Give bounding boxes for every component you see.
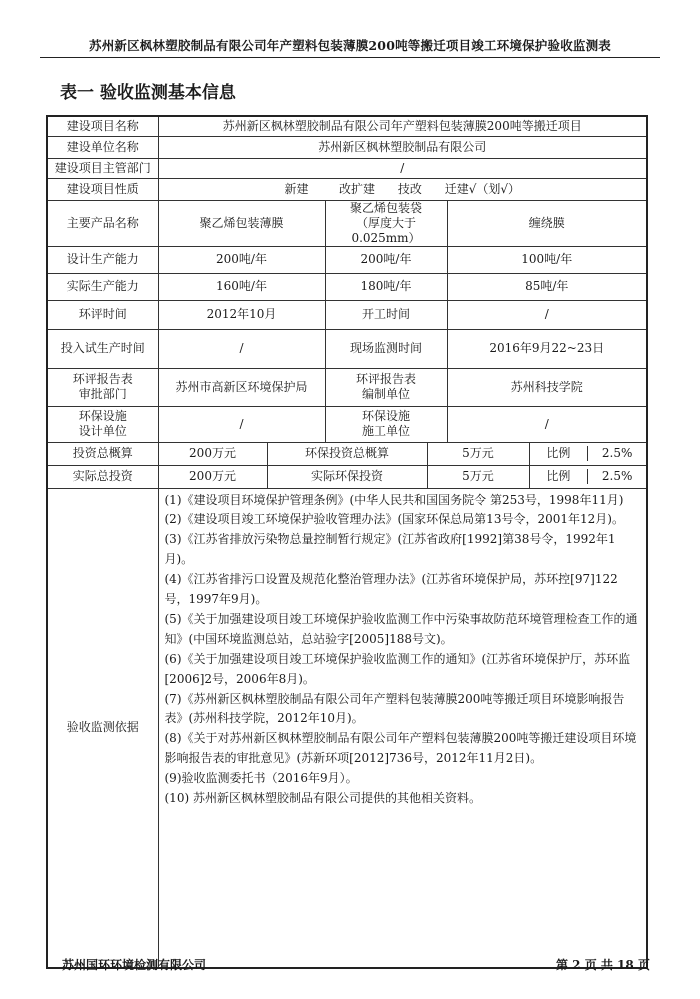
budget-ratio-cell bbox=[529, 442, 647, 465]
footer-page-number: 第 2 页 共 18 页 bbox=[556, 958, 650, 972]
facility-build-label bbox=[325, 406, 447, 442]
actual-ratio-value: 2.5% bbox=[601, 469, 633, 483]
header-divider bbox=[40, 57, 660, 58]
authority-label: 建设项目主管部门 bbox=[47, 158, 158, 178]
project-name-label: 建设项目名称 bbox=[47, 116, 158, 136]
basis-item: (2)《建设项目竣工环境保护验收管理办法》(国家环保总局第13号令，2001年12月)。 bbox=[164, 512, 624, 527]
basis-item: (9)验收监测委托书（2016年9月）。 bbox=[164, 771, 358, 786]
actual-capacity-label: 实际生产能力 bbox=[47, 273, 158, 300]
invest-budget-value: 200万元 bbox=[158, 442, 267, 465]
env-invest-actual-label: 实际环保投资 bbox=[267, 465, 427, 488]
eia-time-label: 环评时间 bbox=[47, 300, 158, 329]
table-row bbox=[47, 273, 647, 300]
basic-info-table bbox=[46, 115, 648, 969]
eia-compiler-label-line1: 环评报告表 bbox=[355, 372, 416, 386]
design-capacity-3: 100吨/年 bbox=[447, 246, 647, 273]
table-row bbox=[47, 178, 647, 200]
basis-item: (5)《关于加强建设项目竣工环境保护验收监测工作中污染事故防范环境管理检查工作的通知》(中国环境监测总站，总站验字[2005]188号文)。 bbox=[164, 611, 638, 646]
eia-approval-label bbox=[47, 368, 158, 406]
nature-label: 建设项目性质 bbox=[47, 178, 158, 200]
basis-item: (1)《建设项目环境保护管理条例》(中华人民共和国国务院令 第253号，1998年11月) bbox=[164, 492, 624, 507]
products-label: 主要产品名称 bbox=[47, 200, 158, 246]
basis-item: (3)《江苏省排放污染物总量控制暂行规定》(江苏省政府[1992]第38号令，1992年1月)。 bbox=[164, 532, 616, 567]
budget-ratio-label: 比例 bbox=[530, 446, 589, 461]
table-row bbox=[47, 442, 647, 465]
design-capacity-1: 200吨/年 bbox=[158, 246, 325, 273]
actual-capacity-2: 180吨/年 bbox=[325, 273, 447, 300]
facility-design-label bbox=[47, 406, 158, 442]
actual-ratio-label: 比例 bbox=[530, 469, 589, 484]
nature-value: 新建 改扩建 技改 迁建√（划√） bbox=[158, 178, 647, 200]
unit-name-label: 建设单位名称 bbox=[47, 136, 158, 158]
eia-approval-label-line1: 环评报告表 bbox=[72, 372, 133, 386]
monitor-time-value: 2016年9月22~23日 bbox=[447, 329, 647, 368]
table-row bbox=[47, 368, 647, 406]
eia-approval-value: 苏州市高新区环境保护局 bbox=[158, 368, 325, 406]
invest-actual-value: 200万元 bbox=[158, 465, 267, 488]
actual-capacity-1: 160吨/年 bbox=[158, 273, 325, 300]
facility-build-label-line1: 环保设施 bbox=[361, 409, 410, 423]
product-2-name: 聚乙烯包装袋 bbox=[349, 200, 422, 215]
basis-item: (10) 苏州新区枫林塑胶制品有限公司提供的其他相关资料。 bbox=[164, 791, 481, 806]
basis-item: (4)《江苏省排污口设置及规范化整治管理办法》(江苏省环境保护局，苏环控[97]122号，1997年9月)。 bbox=[164, 572, 618, 607]
trial-time-label: 投入试生产时间 bbox=[47, 329, 158, 368]
product-3: 缠绕膜 bbox=[447, 200, 647, 246]
eia-compiler-value: 苏州科技学院 bbox=[447, 368, 647, 406]
invest-actual-label: 实际总投资 bbox=[47, 465, 158, 488]
product-2 bbox=[325, 200, 447, 246]
basis-list bbox=[158, 488, 647, 968]
table-row bbox=[47, 246, 647, 273]
env-invest-actual-value: 5万元 bbox=[427, 465, 529, 488]
table-row bbox=[47, 116, 647, 136]
table-row bbox=[47, 200, 647, 246]
section-title: 表一 验收监测基本信息 bbox=[60, 83, 236, 103]
project-name-value: 苏州新区枫林塑胶制品有限公司年产塑料包装薄膜200吨等搬迁项目 bbox=[158, 116, 647, 136]
trial-time-value: / bbox=[158, 329, 325, 368]
facility-design-label-line2: 设计单位 bbox=[78, 424, 127, 438]
footer-company: 苏州国环环境检测有限公司 bbox=[62, 958, 207, 972]
design-capacity-2: 200吨/年 bbox=[325, 246, 447, 273]
eia-approval-label-line2: 审批部门 bbox=[78, 387, 127, 401]
start-time-label: 开工时间 bbox=[325, 300, 447, 329]
table-row bbox=[47, 465, 647, 488]
document-header: 苏州新区枫林塑胶制品有限公司年产塑料包装薄膜200吨等搬迁项目竣工环境保护验收监测表 bbox=[89, 38, 611, 53]
product-2-spec: （厚度大于0.025mm） bbox=[351, 215, 421, 245]
facility-design-value: / bbox=[158, 406, 325, 442]
table-row bbox=[47, 329, 647, 368]
table-row bbox=[47, 158, 647, 178]
table-row bbox=[47, 300, 647, 329]
eia-time-value: 2012年10月 bbox=[158, 300, 325, 329]
start-time-value: / bbox=[447, 300, 647, 329]
design-capacity-label: 设计生产能力 bbox=[47, 246, 158, 273]
eia-compiler-label-line2: 编制单位 bbox=[361, 387, 410, 401]
basis-item: (6)《关于加强建设项目竣工环境保护验收监测工作的通知》(江苏省环境保护厅，苏环监[2006]2号，2006年8月)。 bbox=[164, 651, 631, 686]
product-1: 聚乙烯包装薄膜 bbox=[158, 200, 325, 246]
actual-capacity-3: 85吨/年 bbox=[447, 273, 647, 300]
invest-budget-label: 投资总概算 bbox=[47, 442, 158, 465]
eia-compiler-label bbox=[325, 368, 447, 406]
facility-build-value: / bbox=[447, 406, 647, 442]
basis-item: (7)《苏州新区枫林塑胶制品有限公司年产塑料包装薄膜200吨等搬迁项目环境影响报告表》(苏州科技学院，2012年10月)。 bbox=[164, 691, 625, 726]
basis-label: 验收监测依据 bbox=[47, 488, 158, 968]
actual-ratio-cell bbox=[529, 465, 647, 488]
table-row bbox=[47, 406, 647, 442]
monitor-time-label: 现场监测时间 bbox=[325, 329, 447, 368]
unit-name-value: 苏州新区枫林塑胶制品有限公司 bbox=[158, 136, 647, 158]
table-row bbox=[47, 488, 647, 968]
facility-build-label-line2: 施工单位 bbox=[361, 424, 410, 438]
table-row bbox=[47, 136, 647, 158]
env-invest-budget-value: 5万元 bbox=[427, 442, 529, 465]
env-invest-budget-label: 环保投资总概算 bbox=[267, 442, 427, 465]
basis-item: (8)《关于对苏州新区枫林塑胶制品有限公司年产塑料包装薄膜200吨等搬迁建设项目环境影响报告表的审批意见》(苏新环项[2012]736号，2012年11月2日)。 bbox=[164, 731, 637, 766]
authority-value: / bbox=[158, 158, 647, 178]
budget-ratio-value: 2.5% bbox=[601, 446, 633, 460]
facility-design-label-line1: 环保设施 bbox=[78, 409, 127, 423]
